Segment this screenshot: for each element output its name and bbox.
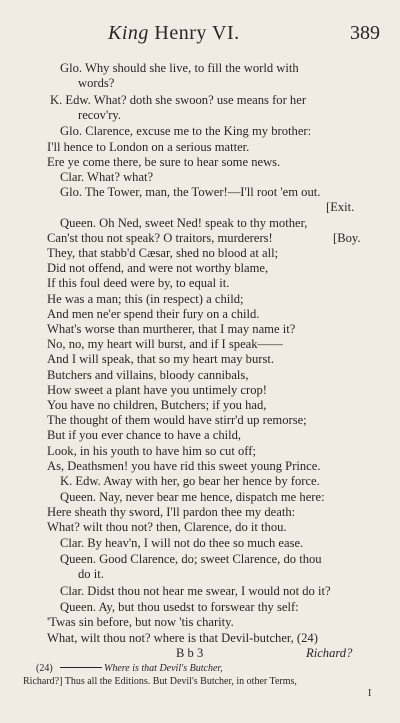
text-line: words? [78, 76, 115, 90]
text-line: Clar. What? what? [60, 170, 154, 184]
text-line: Glo. Clarence, excuse me to the King my brother: [60, 124, 312, 138]
text-line: Clar. Didst thou not hear me swear, I would not do it? [60, 584, 331, 598]
text-line: What's worse than murtherer, that I may name it? [47, 322, 296, 336]
text-line: How sweet a plant have you untimely crop! [47, 383, 267, 397]
text-line: And men ne'er spend their fury on a child. [47, 307, 260, 321]
running-header [0, 22, 400, 48]
text-line: K. Edw. Away with her, go bear her hence by force. [60, 474, 320, 488]
text-line: No, no, my heart will burst, and if I speak—— [47, 337, 283, 351]
text-line: What, wilt thou not? where is that Devil-butcher, (24) [47, 631, 318, 645]
footnote-text: Richard?] Thus all the Editions. But Devil's Butcher, in other Terms, [23, 676, 297, 687]
text-line: Queen. Nay, never bear me hence, dispatch me here: [60, 490, 325, 504]
text-line: Queen. Good Clarence, do; sweet Clarence, do thou [60, 552, 322, 566]
running-title-italic: King [108, 22, 149, 44]
text-line: They, that stabb'd Cæsar, shed no blood at all; [47, 246, 279, 260]
text-line: Queen. Ay, but thou usedst to forswear thy self: [60, 600, 299, 614]
text-line: As, Deathsmen! you have rid this sweet young Prince. [47, 459, 321, 473]
text-line: Butchers and villains, bloody cannibals, [47, 368, 249, 382]
text-line: The thought of them would have stirr'd up remorse; [47, 413, 307, 427]
footnote-lemma: Where is that Devil's Butcher, [104, 663, 223, 674]
text-line: I'll hence to London on a serious matter. [47, 140, 250, 154]
catchword: Richard? [306, 646, 353, 660]
text-line: recov'ry. [78, 108, 122, 122]
page-number: 389 [350, 22, 380, 44]
text-line: Queen. Oh Ned, sweet Ned! speak to thy mother, [60, 216, 308, 230]
text-line: You have no children, Butchers; if you had, [47, 398, 267, 412]
text-line: 'Twas sin before, but now 'tis charity. [47, 615, 234, 629]
footnote-catchword: I [368, 688, 372, 699]
text-line: do it. [78, 567, 104, 581]
stage-direction: [Boy. [333, 231, 361, 245]
text-line: Here sheath thy sword, I'll pardon thee my death: [47, 505, 296, 519]
footnote-rule [60, 667, 102, 668]
text-line: Did not offend, and were not worthy blame, [47, 261, 269, 275]
signature-mark: B b 3 [176, 646, 204, 660]
text-line: Can'st thou not speak? O traitors, murderers! [47, 231, 273, 245]
text-line: What? wilt thou not? then, Clarence, do it thou. [47, 520, 287, 534]
text-line: He was a man; this (in respect) a child; [47, 292, 244, 306]
text-line: If this foul deed were by, to equal it. [47, 276, 230, 290]
stage-direction: [Exit. [326, 200, 355, 214]
text-line: Clar. By heav'n, I will not do thee so much ease. [60, 536, 304, 550]
text-line: But if you ever chance to have a child, [47, 428, 242, 442]
text-line: And I will speak, that so my heart may burst. [47, 352, 274, 366]
text-line: Glo. The Tower, man, the Tower!—I'll root 'em out. [60, 185, 321, 199]
text-line: Look, in his youth to have him so cut off; [47, 444, 256, 458]
running-title [108, 22, 240, 45]
footnote-number: (24) [36, 663, 53, 674]
running-title-rest: Henry VI. [154, 22, 240, 44]
text-line: Ere ye come there, be sure to hear some news. [47, 155, 281, 169]
text-line: Glo. Why should she live, to fill the world with [60, 61, 299, 75]
text-line: K. Edw. What? doth she swoon? use means for her [50, 93, 307, 107]
